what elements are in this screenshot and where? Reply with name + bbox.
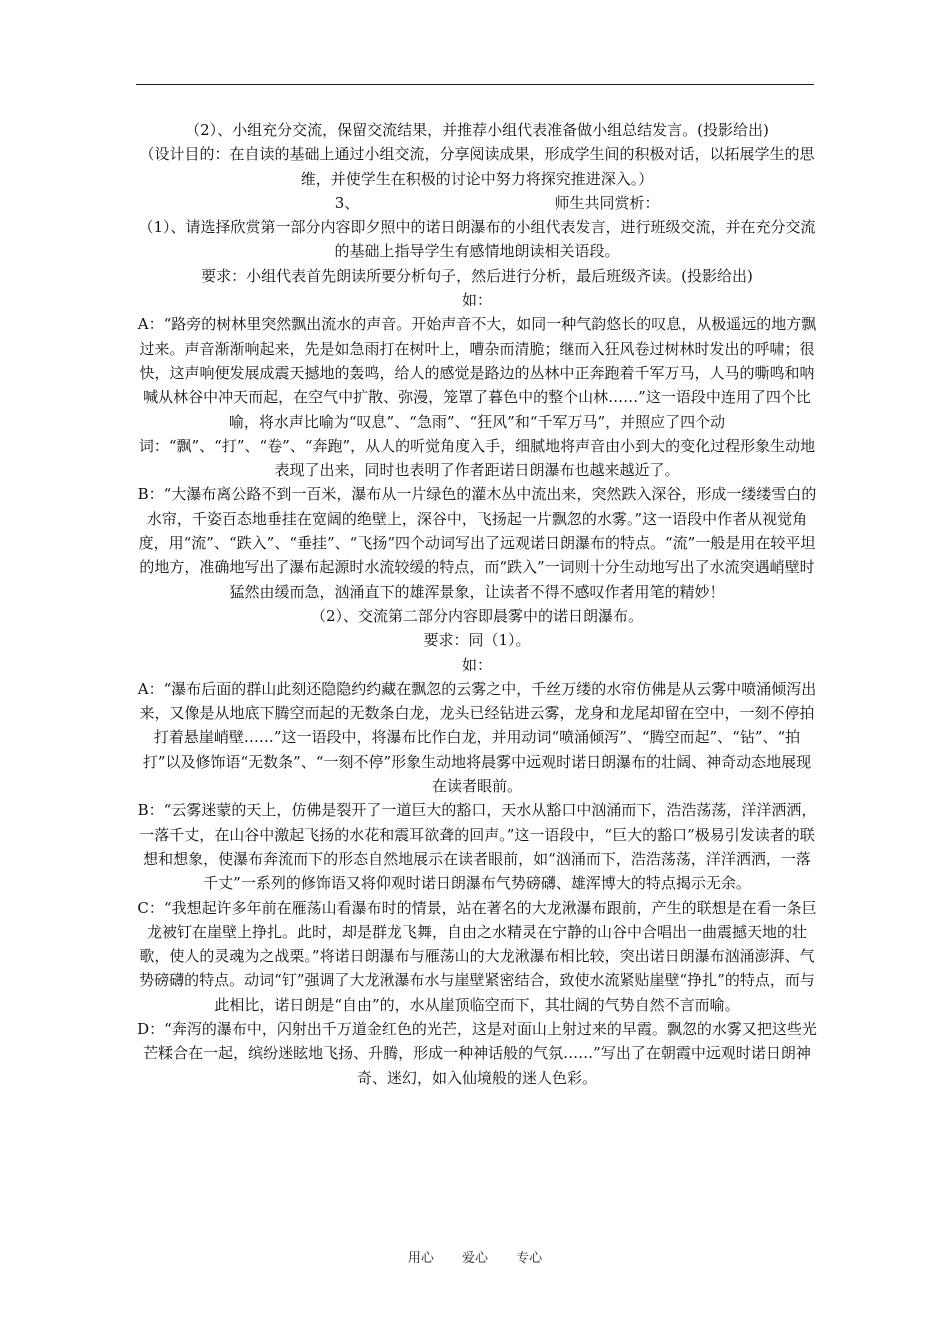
paragraph-group-discussion: （2）、小组充分交流，保留交流结果，并推荐小组代表准备做小组总结发言。(投影给出) <box>185 121 769 139</box>
step-3-title: 师生共同赏析： <box>554 193 660 212</box>
example-label-one: 如： <box>461 291 492 310</box>
document-body <box>136 118 818 1090</box>
example-a-part-two: A：“瀑布后面的群山此刻还隐隐约约藏在飘忽的云雾之中，千丝万缕的水帘仿佛是从云雾中喷涌倾泻出来，又像是从地底下腾空而起的无数条白龙，龙头已经钻进云雾，龙身和龙尾却留在空中，一刻不停拍打着悬崖峭壁……”这一语段中，将瀑布比作白龙，并用动词“喷涌倾泻”、“腾空而起”、“钻”、“拍打”以及修饰语“无数条”、“一刻不停”形象生动地将晨雾中远观时诺日朗瀑布的壮阔、神奇动态地展现在读者眼前。 <box>137 679 817 796</box>
paragraph-design-purpose: （设计目的：在自读的基础上通过小组交流，分享阅读成果，形成学生间的积极对话，以拓展学生的思维，并使学生在积极的讨论中努力将探究推进深入。） <box>139 145 815 188</box>
paragraph-requirement-one: 要求：小组代表首先朗读所要分析句子，然后进行分析，最后班级齐读。(投影给出) <box>201 266 753 285</box>
page-footer <box>0 1247 950 1266</box>
paragraph-part-two-instruction: （2）、交流第二部分内容即晨雾中的诺日朗瀑布。 <box>310 606 644 625</box>
example-c-part-two: C：“我想起许多年前在雁荡山看瀑布时的情景，站在著名的大龙湫瀑布跟前，产生的联想是在看一条巨龙被钉在崖壁上挣扎。此时，却是群龙飞舞，自由之水精灵在宁静的山谷中合唱出一曲震撼天地的壮歌，使人的灵魂为之战栗。”将诺日朗瀑布与雁荡山的大龙湫瀑布相比较，突出诺日朗瀑布汹涌澎湃、气势磅礴的特点。动词“钉”强调了大龙湫瀑布水与崖壁紧密结合，致使水流紧贴崖壁“挣扎”的特点，而与此相比，诺日朗是“自由”的，水从崖顶临空而下，其壮阔的气势自然不言而喻。 <box>137 898 817 1014</box>
example-b-part-one: B：“大瀑布离公路不到一百米，瀑布从一片绿色的灌木丛中流出来，突然跌入深谷，形成一缕缕雪白的水帘，千姿百态地垂挂在宽阔的绝壁上，深谷中，飞扬起一片飘忽的水雾。”这一语段中作者从视觉角度，用“流”、“跌入”、“垂挂”、“飞扬”四个动词写出了远观诺日朗瀑布的特点。“流”一般是用在较平坦的地方，准确地写出了瀑布起源时水流较缓的特点，而“跌入”一词则十分生动地写出了水流突遇峭壁时猛然由缓而急，汹涌直下的雄浑景象，让读者不得不感叹作者用笔的精妙！ <box>137 485 817 601</box>
example-label-two: 如： <box>461 655 492 674</box>
example-d-part-two: D：“奔泻的瀑布中，闪射出千万道金红色的光芒，这是对面山上射过来的早霞。飘忽的水雾又把这些光芒糅合在一起，缤纷迷眩地飞扬、升腾，形成一种神话般的气氛……”写出了在朝霞中远观时诺日朗神奇、迷幻，如入仙境般的迷人色彩。 <box>137 1019 817 1087</box>
header-rule <box>136 84 814 85</box>
example-a-part-one: A：“路旁的树林里突然飘出流水的声音。开始声音不大，如同一种气韵悠长的叹息，从极遥远的地方飘过来。声音渐渐响起来，先是如急雨打在树叶上，嘈杂而清脆；继而入狂风卷过树林时发出的呼啸；很快，这声响便发展成震天撼地的轰鸣，给人的感觉是路边的丛林中正奔跑着千军万马，人马的嘶鸣和呐喊从林谷中冲天而起，在空气中扩散、弥漫，笼罩了暮色中的整个山林……”这一语段中连用了四个比喻，将水声比喻为“叹息”、“急雨”、“狂风”和“千军万马”，并照应了四个动词：“飘”、“打”、“卷”、“奔跑”，从人的听觉角度入手，细腻地将声音由小到大的变化过程形象生动地表现了出来，同时也表明了作者距诺日朗瀑布也越来越近了。 <box>137 315 817 480</box>
footer-word-2: 爱心 <box>461 1251 488 1266</box>
step-3-number: 3、 <box>334 193 360 212</box>
paragraph-part-one-instruction: （1）、请选择欣赏第一部分内容即夕照中的诺日朗瀑布的小组代表发言，进行班级交流，并在充分交流的基础上指导学生有感情地朗读相关语段。 <box>138 218 816 261</box>
footer-word-3: 专心 <box>516 1251 543 1266</box>
footer-word-1: 用心 <box>407 1251 434 1266</box>
step-3-heading <box>136 191 818 215</box>
paragraph-requirement-two: 要求：同（1）。 <box>423 631 531 650</box>
example-b-part-two: B：“云雾迷蒙的天上，仿佛是裂开了一道巨大的豁口，天水从豁口中汹涌而下，浩浩荡荡，洋洋洒洒，一落千丈，在山谷中激起飞扬的水花和震耳欲聋的回声。”这一语段中，“巨大的豁口”极易引发读者的联想和想象，使瀑布奔流而下的形态自然地展示在读者眼前，如“汹涌而下，浩浩荡荡，洋洋洒洒，一落千丈”一系列的修饰语又将仰观时诺日朗瀑布气势磅礴、雄浑博大的特点揭示无余。 <box>137 801 817 893</box>
